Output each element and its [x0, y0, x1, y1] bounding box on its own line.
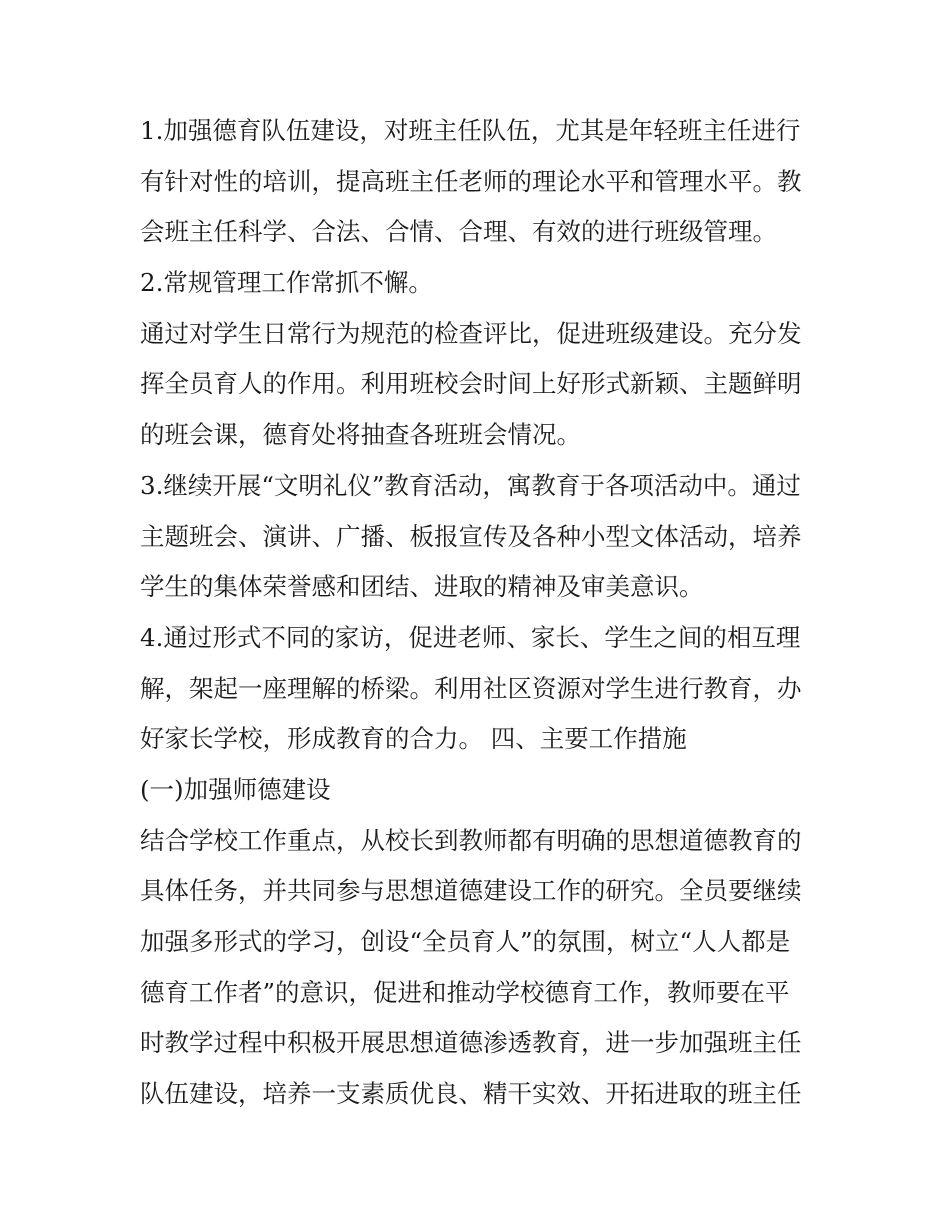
text-line: 3.继续开展“文明礼仪”教育活动，寓教育于各项活动中。通过 — [140, 470, 801, 500]
document-body — [140, 106, 820, 1120]
text-line: (一)加强师德建设 — [140, 774, 331, 804]
text-line: 学生的集体荣誉感和团结、进取的精神及审美意识。 — [140, 572, 704, 602]
text-line: 主题班会、演讲、广播、板报宣传及各种小型文体活动，培养 — [140, 521, 802, 551]
text-line: 4.通过形式不同的家访，促进老师、家长、学生之间的相互理 — [140, 622, 801, 652]
text-line: 有针对性的培训，提高班主任老师的理论水平和管理水平。教 — [140, 166, 802, 196]
text-line: 德育工作者”的意识，促进和推动学校德育工作，教师要在平 — [140, 977, 790, 1007]
text-line: 挥全员育人的作用。利用班校会时间上好形式新颖、主题鲜明 — [140, 369, 802, 399]
text-line: 队伍建设，培养一支素质优良、精干实效、开拓进取的班主任 — [140, 1079, 802, 1109]
text-line: 结合学校工作重点，从校长到教师都有明确的思想道德教育的 — [140, 825, 802, 855]
text-line: 具体任务，并共同参与思想道德建设工作的研究。全员要继续 — [140, 876, 802, 906]
text-line: 会班主任科学、合法、合情、合理、有效的进行班级管理。 — [140, 217, 777, 247]
text-line: 1.加强德育队伍建设，对班主任队伍，尤其是年轻班主任进行 — [140, 116, 801, 145]
text-line: 的班会课，德育处将抽查各班班会情况。 — [140, 420, 581, 450]
text-line: 解，架起一座理解的桥梁。利用社区资源对学生进行教育，办 — [140, 673, 802, 703]
text-line: 2.常规管理工作常抓不懈。 — [140, 268, 433, 298]
text-line: 通过对学生日常行为规范的检查评比，促进班级建设。充分发 — [140, 318, 802, 348]
text-line: 好家长学校，形成教育的合力。 四、主要工作措施 — [140, 724, 687, 754]
text-line: 加强多形式的学习，创设“全员育人”的氛围，树立“人人都是 — [140, 927, 791, 956]
text-line: 时教学过程中积极开展思想道德渗透教育，进一步加强班主任 — [140, 1028, 802, 1058]
